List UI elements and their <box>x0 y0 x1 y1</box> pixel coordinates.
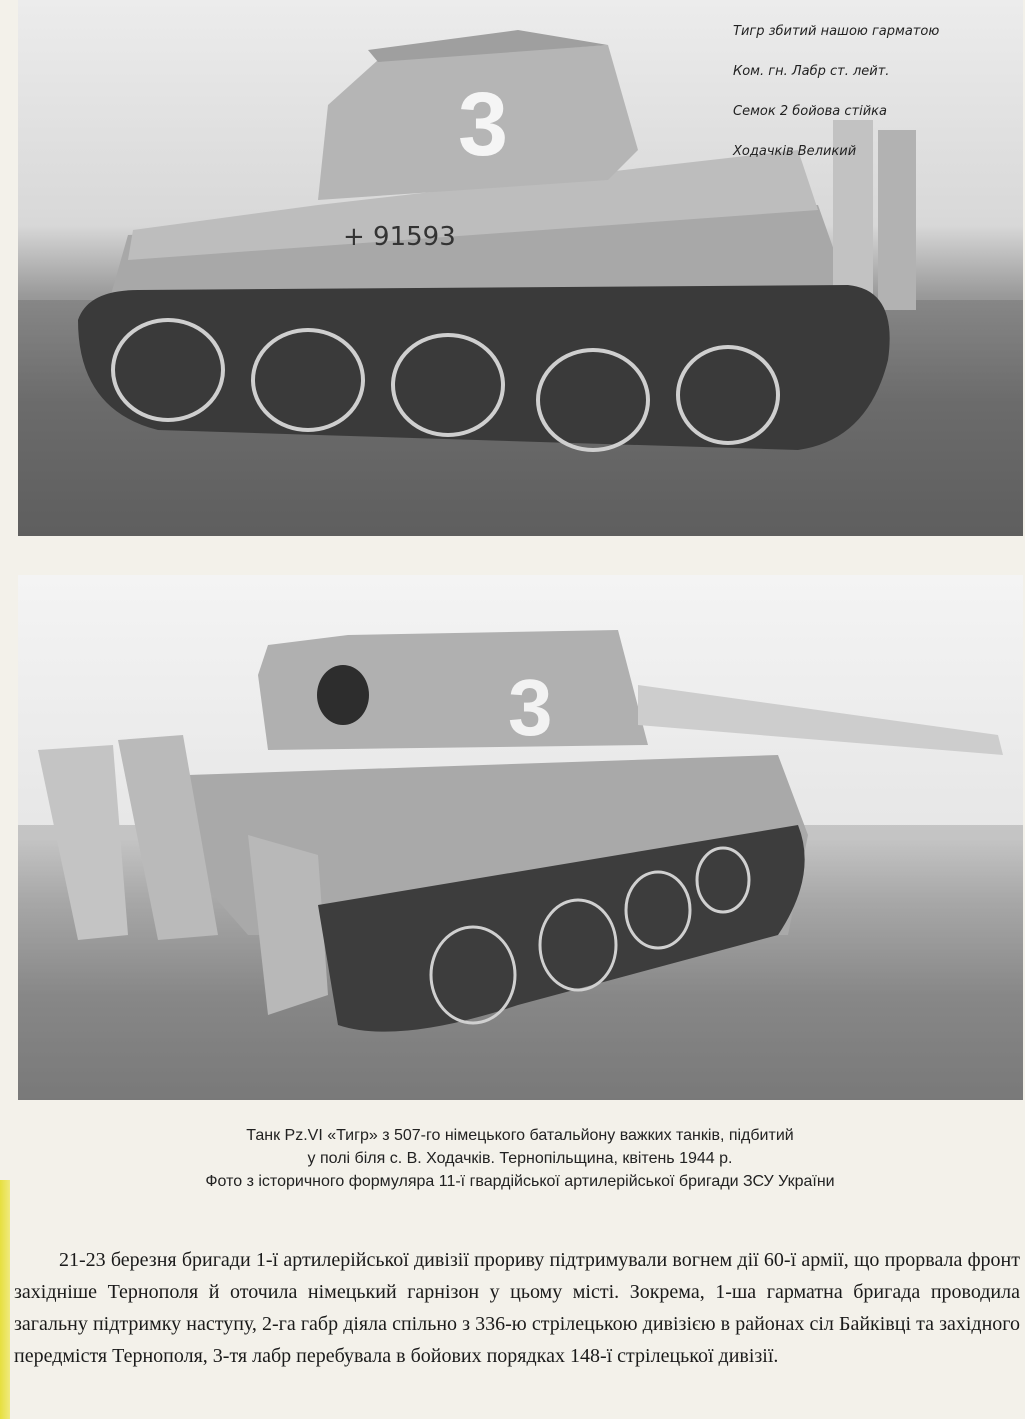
body-paragraph: 21-23 березня бригади 1-ї артилерійської дивізії прориву підтримували вогнем дії 60-ї армії, що прорвала фронт західніше Тернополя й оточила німецький гарнізон у цьому місті. Зокрема, 1-ша гарматна бригада проводила загальну підтримку наступу, 2-га габр діяла спільно з 336-ю стрілецькою дивізією в районах сіл Байківці та західного передмістя Тернополя, 3-тя лабр перебувала в бойових порядках 148-ї стрілецької дивізії. <box>14 1249 1020 1367</box>
photo-caption <box>80 1124 960 1193</box>
caption-line: Фото з історичного формуляра 11-ї гвардійської артилерійської бригади ЗСУ України <box>205 1173 835 1190</box>
handwriting-line: Тигр збитий нашою гарматою <box>733 24 940 39</box>
caption-line: Танк Pz.VI «Тигр» з 507-го німецького батальйону важких танків, підбитий <box>246 1127 794 1144</box>
handwritten-note-1 <box>733 2 1023 182</box>
handwriting-line: Ком. гн. Лабр ст. лейт. <box>733 64 890 79</box>
body-text <box>14 1244 1020 1372</box>
svg-text:3: 3 <box>508 663 553 752</box>
svg-text:+ 91593: + 91593 <box>343 222 456 252</box>
photo-tank-side-view <box>18 0 1023 536</box>
handwriting-line: Ходачків Великий <box>733 144 857 159</box>
svg-text:3: 3 <box>458 75 509 175</box>
yellow-highlight-edge <box>0 1180 10 1419</box>
photo-tank-rear-view <box>18 575 1023 1100</box>
tank-illustration-2 <box>18 575 1023 1100</box>
handwriting-line: Семок 2 бойова стійка <box>733 104 887 119</box>
caption-line: у полі біля с. В. Ходачків. Тернопільщина, квітень 1944 р. <box>307 1150 733 1167</box>
